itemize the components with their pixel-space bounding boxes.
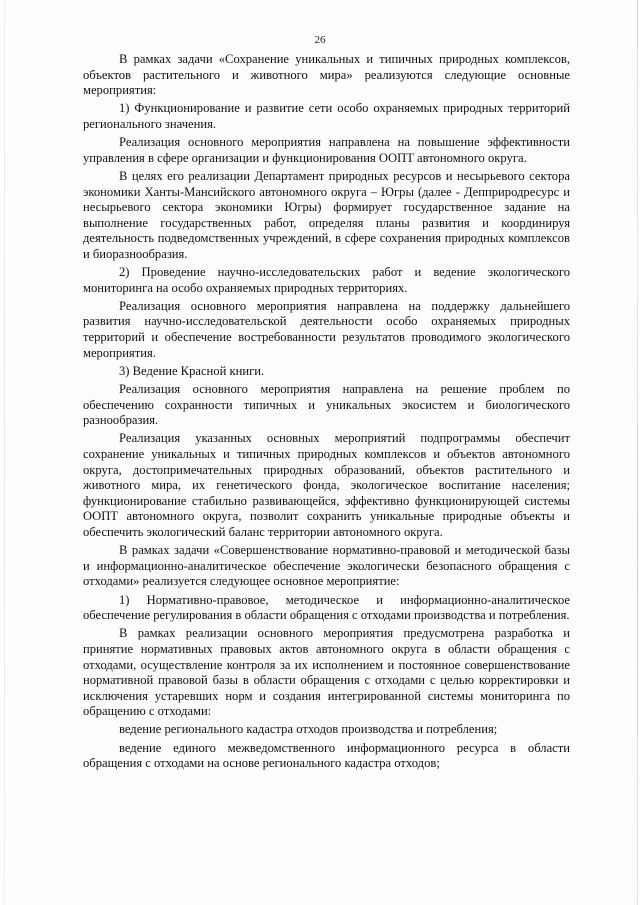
paragraph-measure-2: 2) Проведение научно-исследовательских работ и ведение экологического мониторинга на особо охраняемых природных территориях.	[83, 265, 570, 295]
paragraph-measure-2-goal: Реализация основного мероприятия направлена на поддержку дальнейшего развития научно-исследовательской деятельности особо охраняемых природных территорий и обеспечение востребованности результатов проводимого экологического мероприятия.	[83, 298, 570, 360]
scan-edge-left	[4, 0, 5, 905]
paragraph-task-intro: В рамках задачи «Сохранение уникальных и типичных природных комплексов, объектов растительного и животного мира» реализуются следующие основные мероприятия:	[83, 52, 570, 98]
paragraph-cadastre: ведение регионального кадастра отходов производства и потребления;	[119, 722, 498, 737]
paragraph-measure-3-goal: Реализация основного мероприятия направлена на решение проблем по обеспечению сохранности типичных и уникальных экосистем и биологического разнообразия.	[83, 382, 570, 428]
paragraph-measure-3: 3) Ведение Красной книги.	[119, 363, 265, 378]
paragraph-measure-1: 1) Функционирование и развитие сети особо охраняемых природных территорий регионального значения.	[83, 101, 570, 131]
scan-edge-right	[637, 0, 638, 905]
paragraph-task-2-intro: В рамках задачи «Совершенствование нормативно-правовой и методической базы и информационно-аналитическое обеспечение экологически безопасного обращения с отходами» реализуется следующее основное мероприятие:	[83, 543, 570, 589]
document-body	[83, 52, 570, 774]
paragraph-measure-1-goal: Реализация основного мероприятия направлена на повышение эффективности управления в сфере организации и функционирования ООПТ автономного округа.	[83, 135, 570, 165]
paragraph-measure-1-implementation: В целях его реализации Департамент природных ресурсов и несырьевого сектора экономики Ханты-Мансийского автономного округа – Югры (далее - Депприродресурс и несырьевого сектора экономики Югры) формирует государственное задание на выполнение государственных работ, определяя планы развития и координируя деятельность подведомственных учреждений, в сфере сохранения природных комплексов и биоразнообразия.	[83, 168, 570, 261]
page-number: 26	[314, 34, 326, 46]
paragraph-expected-results: Реализация указанных основных мероприятий подпрограммы обеспечит сохранение уникальных и типичных природных комплексов и объектов автономного округа, достопримечательных природных образований, объектов растительного и животного мира, их генетического фонда, экологическое воспитание населения; функционирование стабильно развивающейся, эффективно функционирующей системы ООПТ автономного округа, позволит сохранить уникальные природные объекты и обеспечить экологический баланс территории автономного округа.	[83, 431, 570, 539]
paragraph-waste-measure-1: 1) Нормативно-правовое, методическое и информационно-аналитическое обеспечение регулирования в области обращения с отходами производства и потребления.	[83, 592, 570, 623]
paragraph-info-resource: ведение единого межведомственного информационного ресурса в области обращения с отходами на основе регионального кадастра отходов;	[83, 740, 570, 771]
paragraph-waste-measure-1-details: В рамках реализации основного мероприятия предусмотрена разработка и принятие нормативных правовых актов автономного округа в области обращения с отходами, осуществление контроля за их исполнением и постоянное совершенствование нормативной правовой базы в области обращения с отходами с целью корректировки и исключения устаревших норм и создания интегрированной системы мониторинга по обращению с отходами:	[83, 626, 570, 719]
